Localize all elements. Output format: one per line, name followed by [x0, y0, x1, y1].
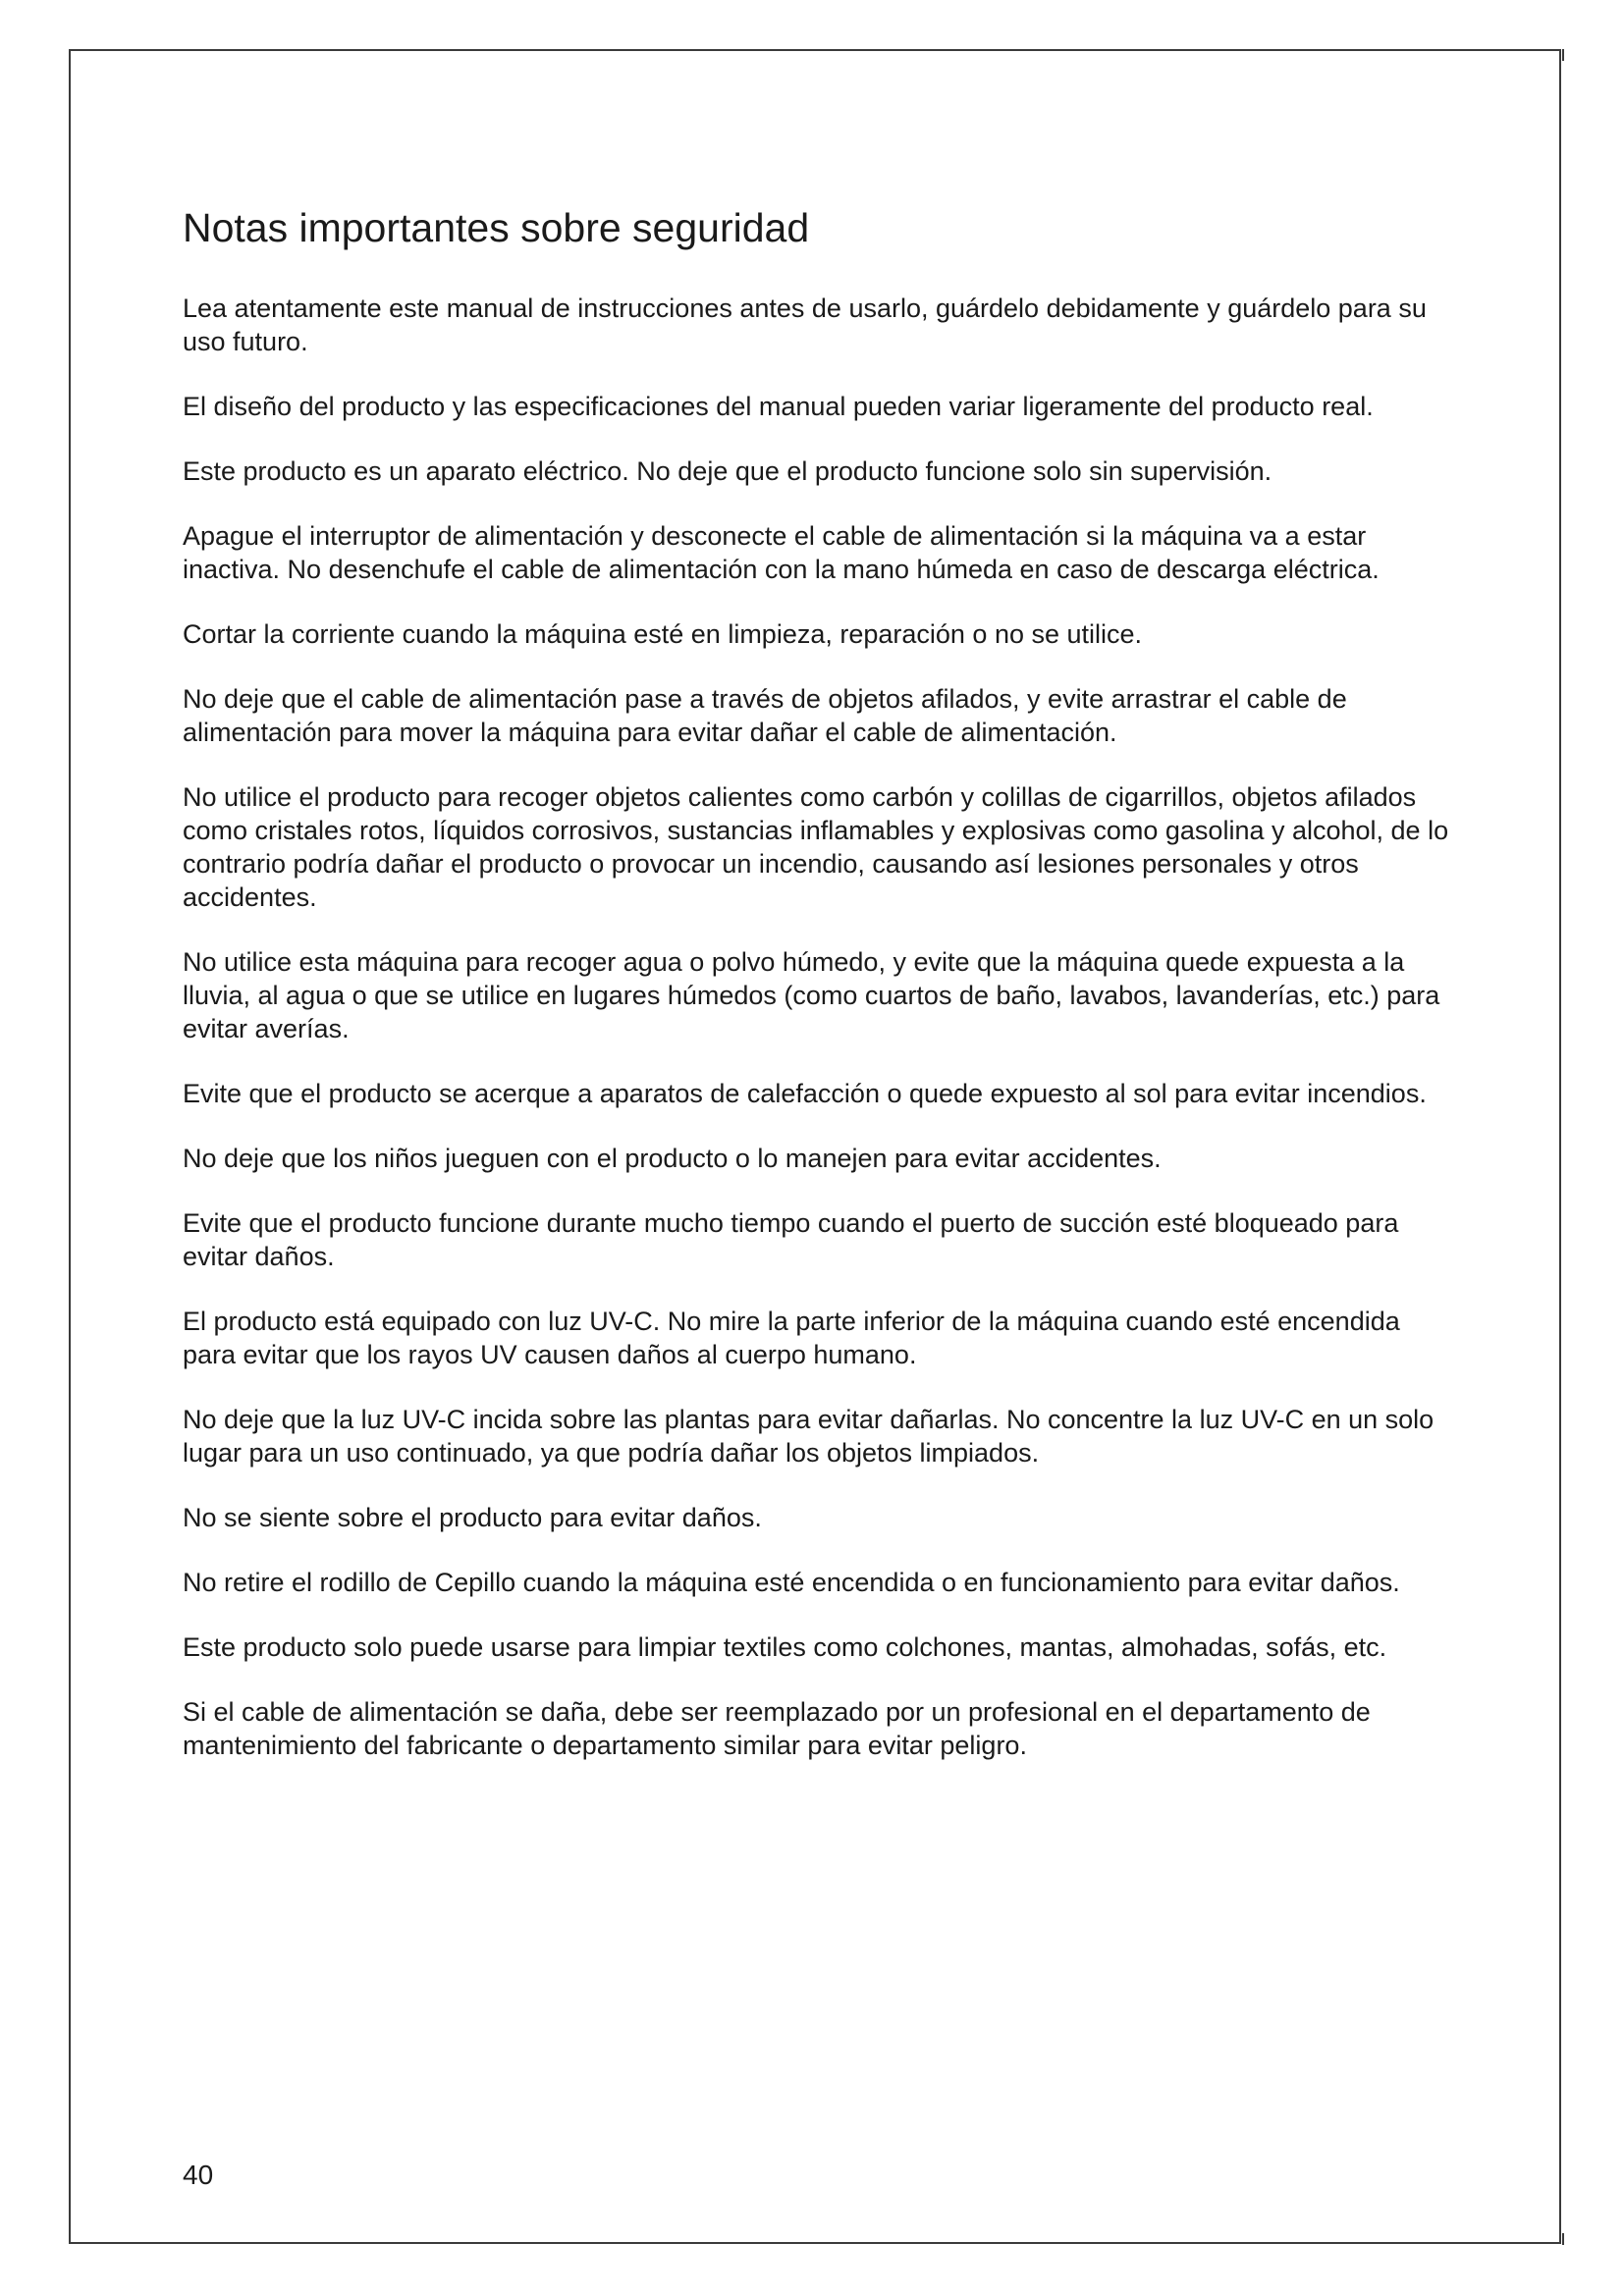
safety-note-7: No utilice el producto para recoger objetos calientes como carbón y colillas de cigarrillos, objetos afilados como cristales rotos, líquidos corrosivos, sustancias inflamables y explosivas como gasolina y alcohol, de lo contrario podría dañar el producto o provocar un incendio, causando así lesiones personales y otros accidentes.: [183, 782, 1449, 913]
safety-note-9: Evite que el producto se acerque a aparatos de calefacción o quede expuesto al sol para evitar incendios.: [183, 1079, 1427, 1109]
page-title: Notas importantes sobre seguridad: [183, 205, 810, 250]
safety-note-2: El diseño del producto y las especificaciones del manual pueden variar ligeramente del producto real.: [183, 392, 1374, 422]
safety-note-15: No retire el rodillo de Cepillo cuando la máquina esté encendida o en funcionamiento para evitar daños.: [183, 1568, 1400, 1598]
page-number: 40: [183, 2160, 214, 2190]
safety-note-4: Apague el interruptor de alimentación y desconecte el cable de alimentación si la máquina va a estar inactiva. No desenchufe el cable de alimentación con la mano húmeda en caso de descarga eléctrica.: [183, 521, 1380, 585]
border-corner-mark-top: [1562, 49, 1564, 61]
border-corner-mark-bottom: [1562, 2233, 1564, 2245]
safety-note-3: Este producto es un aparato eléctrico. No deje que el producto funcione solo sin supervisión.: [183, 456, 1272, 487]
safety-note-13: No deje que la luz UV-C incida sobre las plantas para evitar dañarlas. No concentre la luz UV-C en un solo lugar para un uso continuado, ya que podría dañar los objetos limpiados.: [183, 1405, 1435, 1468]
safety-note-12: El producto está equipado con luz UV-C. No mire la parte inferior de la máquina cuando esté encendida para evitar que los rayos UV causen daños al cuerpo humano.: [183, 1307, 1400, 1370]
safety-note-14: No se siente sobre el producto para evitar daños.: [183, 1503, 762, 1533]
safety-note-16: Este producto solo puede usarse para limpiar textiles como colchones, mantas, almohadas, sofás, etc.: [183, 1632, 1387, 1663]
safety-note-17: Si el cable de alimentación se daña, debe ser reemplazado por un profesional en el departamento de mantenimiento del fabricante o departamento similar para evitar peligro.: [183, 1697, 1371, 1761]
safety-note-6: No deje que el cable de alimentación pase a través de objetos afilados, y evite arrastrar el cable de alimentación para mover la máquina para evitar dañar el cable de alimentación.: [183, 684, 1347, 748]
safety-note-11: Evite que el producto funcione durante mucho tiempo cuando el puerto de succión esté bloqueado para evitar daños.: [183, 1208, 1399, 1272]
safety-note-5: Cortar la corriente cuando la máquina esté en limpieza, reparación o no se utilice.: [183, 619, 1143, 650]
safety-note-1: Lea atentamente este manual de instrucciones antes de usarlo, guárdelo debidamente y guárdelo para su uso futuro.: [183, 294, 1427, 357]
safety-note-8: No utilice esta máquina para recoger agua o polvo húmedo, y evite que la máquina quede expuesta a la lluvia, al agua o que se utilice en lugares húmedos (como cuartos de baño, lavabos, lavanderías, etc.) para evitar averías.: [183, 947, 1440, 1044]
document-body: [183, 204, 1459, 1793]
safety-note-10: No deje que los niños jueguen con el producto o lo manejen para evitar accidentes.: [183, 1144, 1162, 1174]
